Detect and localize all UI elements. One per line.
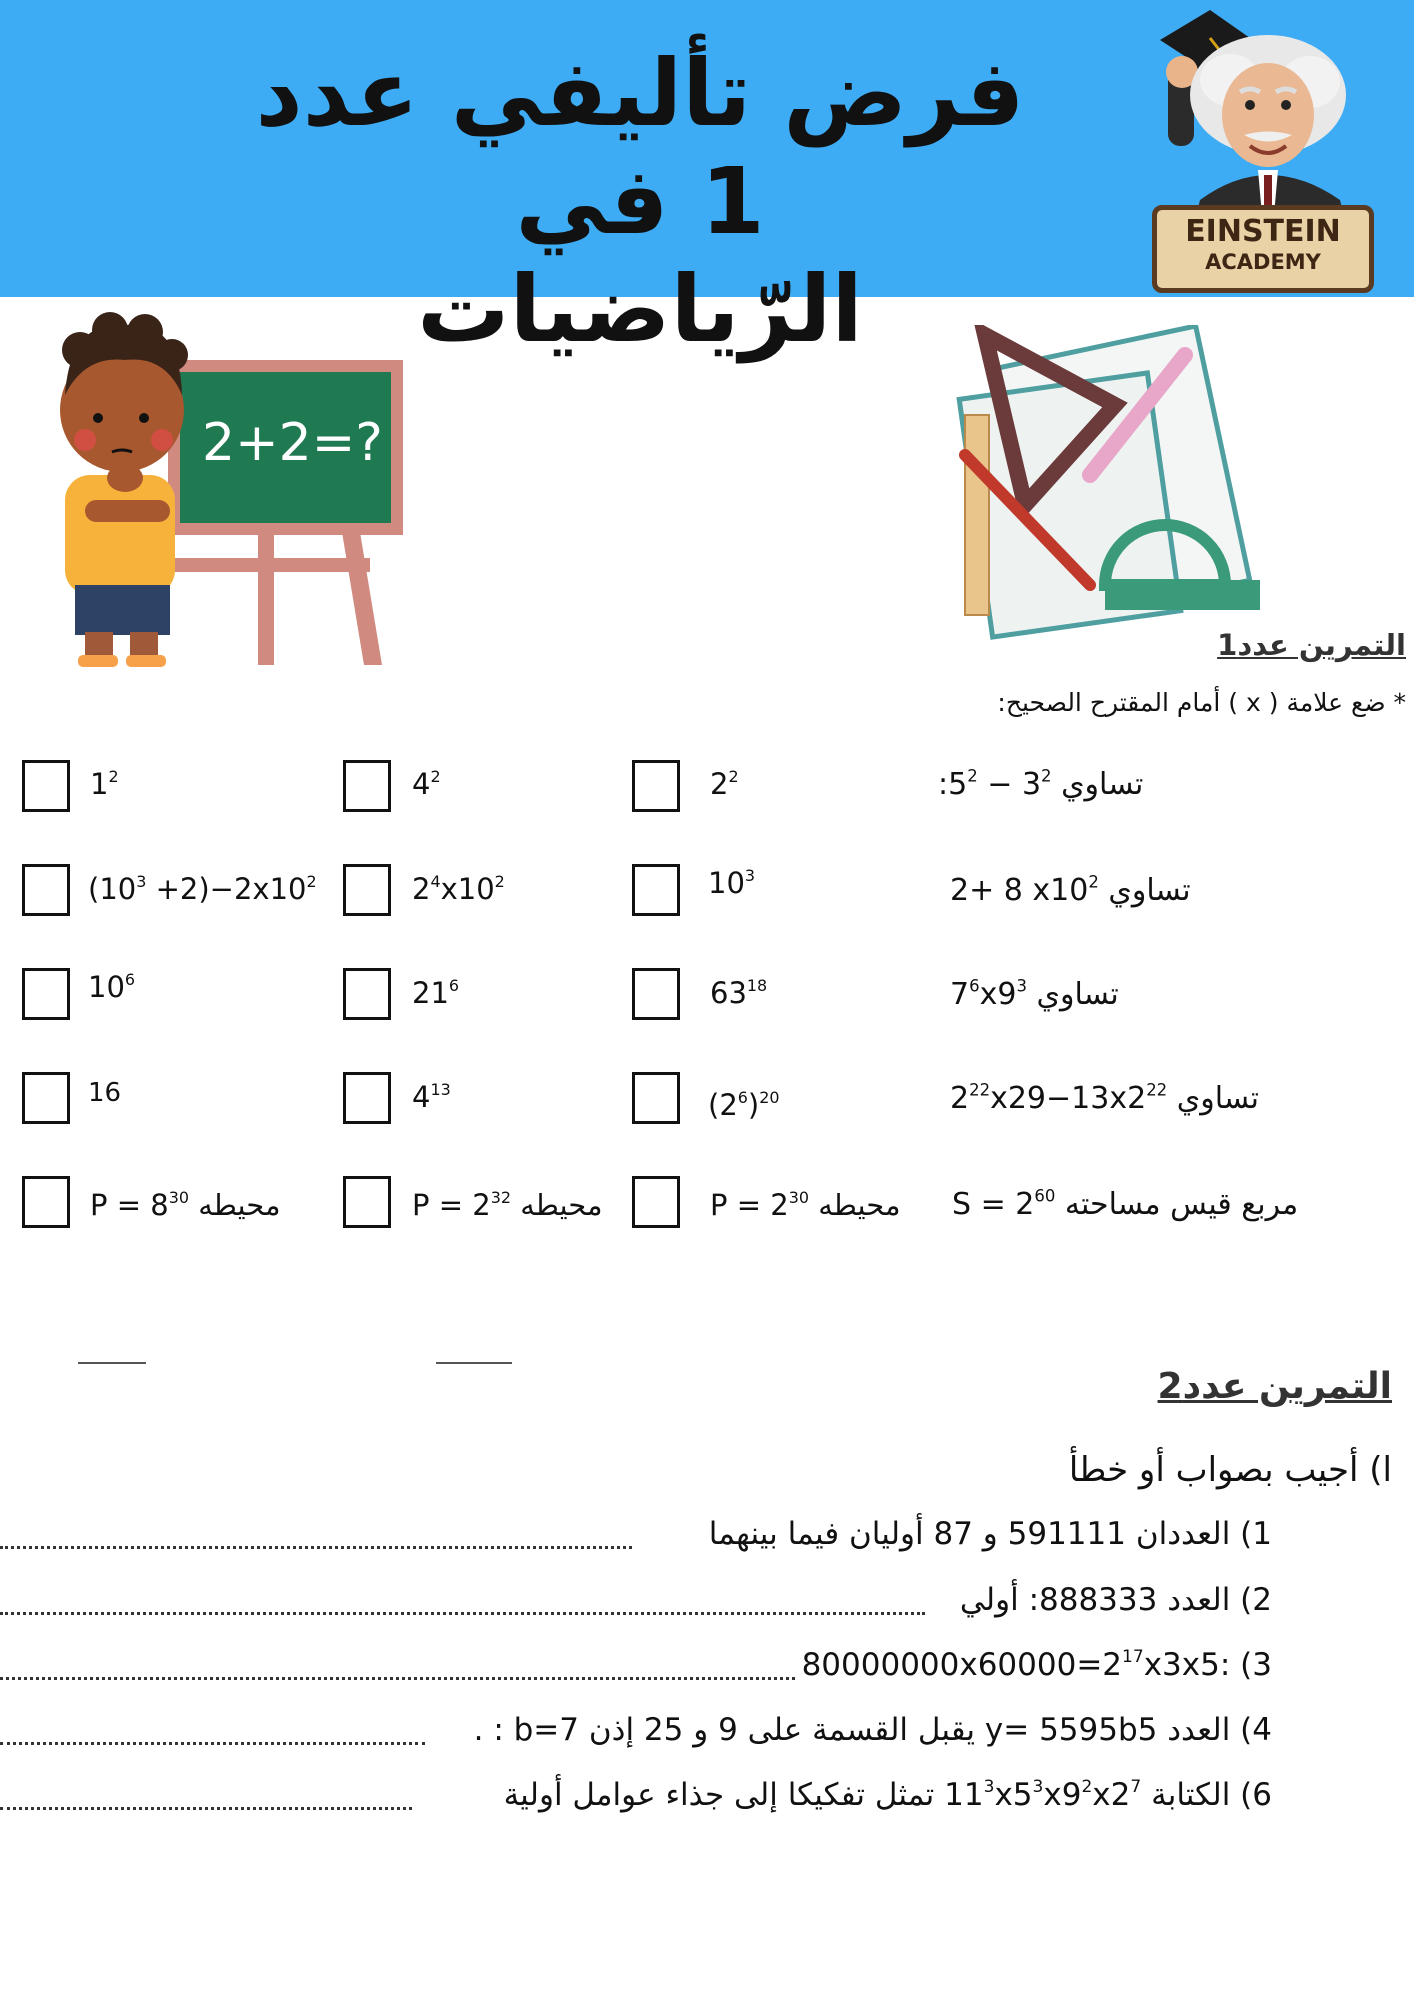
q3-option-3: $10^6$: [88, 970, 136, 1004]
answer-checkbox-q3-opt2[interactable]: [343, 968, 391, 1020]
answer-checkbox-q2-opt2[interactable]: [343, 864, 391, 916]
q1-option-2: $4^2$: [412, 767, 441, 801]
q4-option-2: $4^{13}$: [412, 1080, 451, 1114]
logo-text-line-2: ACADEMY: [1205, 250, 1321, 274]
logo-badge: [1152, 205, 1374, 293]
q3-option-2: $21^6$: [412, 976, 460, 1010]
q1-option-1: $2^2$: [710, 767, 739, 801]
q3-option-1: $63^{18}$: [710, 976, 768, 1010]
title-line-2: الرّياضيات: [417, 256, 863, 363]
exercise1-title: التمرين عدد1: [1217, 628, 1406, 662]
boy-chalkboard-illustration: [40, 300, 410, 670]
answer-checkbox-q2-opt3[interactable]: [22, 864, 70, 916]
q2-option-2: $2^4x10^2$: [412, 872, 505, 906]
answer-line-3[interactable]: [0, 1677, 795, 1680]
board-text: 2+2=?: [202, 413, 383, 473]
answer-checkbox-q1-opt3[interactable]: [22, 760, 70, 812]
blank-line-1: [78, 1362, 146, 1364]
logo-text-line-1: EINSTEIN: [1185, 214, 1341, 249]
statement-6: 6) الكتابة $11^3x5^3x9^2x2^7$ تمثل تفكيكا إلى جذاء عوامل أولية: [503, 1777, 1272, 1813]
statement-2: 2) العدد 888333: أولي: [959, 1582, 1272, 1618]
exercise2-title: التمرين عدد2: [1157, 1366, 1392, 1407]
statement-3: 3) $80000000x60000=2^{17}x3x5$:: [801, 1647, 1272, 1683]
answer-checkbox-q4-opt3[interactable]: [22, 1072, 70, 1124]
exercise2-subtitle: ا) أجيب بصواب أو خطأ: [1068, 1450, 1392, 1490]
title-line-1: فرض تأليفي عدد 1 في: [255, 40, 1025, 255]
q4-option-3: 16: [88, 1078, 122, 1108]
answer-checkbox-q5-opt2[interactable]: [343, 1176, 391, 1228]
question-2: تساوي 2+ 8 $x10^2$: [950, 872, 1191, 908]
q5-option-1: محيطه $P = 2^{30}$: [710, 1188, 901, 1222]
blank-line-2: [436, 1362, 512, 1364]
question-4: تساوي $2^{22}x29-13x2^{22}$: [950, 1080, 1259, 1116]
exercise1-instruction: * ضع علامة ( x ) أمام المقترح الصحيح:: [997, 688, 1406, 717]
answer-checkbox-q3-opt1[interactable]: [632, 968, 680, 1020]
q5-option-3: محيطه $P = 8^{30}$: [90, 1188, 281, 1222]
question-1: تساوي $5^2 - 3^2$:: [938, 766, 1144, 802]
q2-option-3: $(10^3 +2)-2x10^2$: [88, 872, 317, 906]
q4-option-1: $(2^6)^{20}$: [708, 1088, 780, 1122]
answer-checkbox-q3-opt3[interactable]: [22, 968, 70, 1020]
answer-checkbox-q4-opt1[interactable]: [632, 1072, 680, 1124]
answer-line-1[interactable]: [0, 1546, 632, 1549]
statement-1: 1) العددان 591111 و 87 أوليان فيما بينهما: [708, 1516, 1272, 1552]
einstein-academy-logo: [1140, 0, 1385, 292]
answer-line-4[interactable]: [0, 1742, 425, 1745]
q5-option-2: محيطه $P = 2^{32}$: [412, 1188, 603, 1222]
answer-checkbox-q1-opt1[interactable]: [632, 760, 680, 812]
answer-checkbox-q4-opt2[interactable]: [343, 1072, 391, 1124]
q2-option-1: $10^3$: [708, 866, 756, 900]
question-3: تساوي $7^6x9^3$: [950, 976, 1119, 1012]
answer-checkbox-q1-opt2[interactable]: [343, 760, 391, 812]
geometry-tools-illustration: [955, 325, 1275, 645]
statement-4: 4) العدد y= 5595b5 يقبل القسمة على 9 و 25 إذن b=7 : .: [473, 1712, 1272, 1748]
answer-line-2[interactable]: [0, 1612, 925, 1615]
boy-thinking-icon: [40, 300, 410, 670]
header-banner: [0, 0, 1414, 363]
answer-line-6[interactable]: [0, 1807, 412, 1810]
answer-checkbox-q5-opt1[interactable]: [632, 1176, 680, 1228]
geometry-tools-icon: [955, 325, 1275, 645]
answer-checkbox-q2-opt1[interactable]: [632, 864, 680, 916]
answer-checkbox-q5-opt3[interactable]: [22, 1176, 70, 1228]
q1-option-3: $1^2$: [90, 767, 119, 801]
question-5: مربع قيس مساحته $S = 2^{60}$: [952, 1186, 1299, 1222]
